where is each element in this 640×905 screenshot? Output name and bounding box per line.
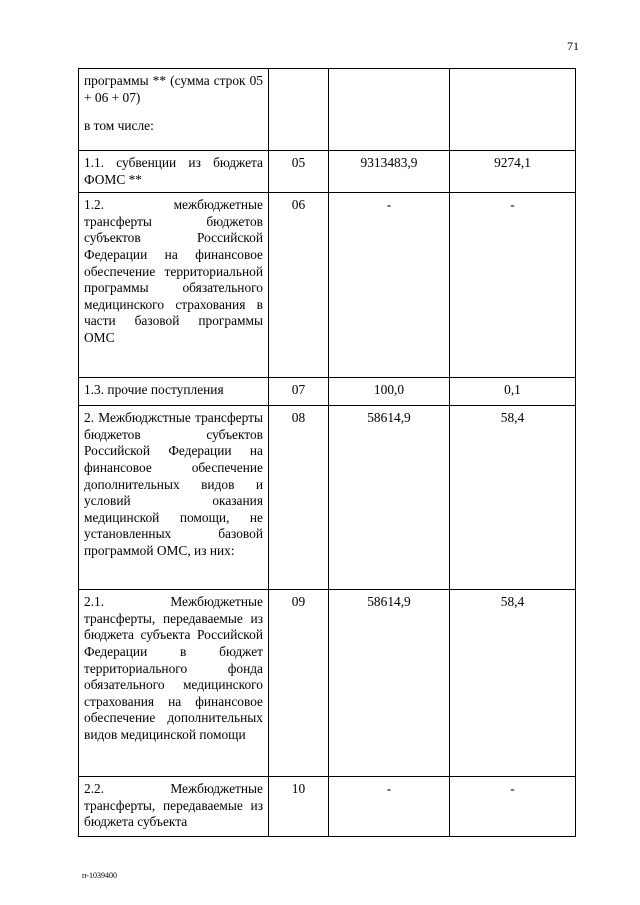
row-value-2: 9274,1: [450, 151, 576, 193]
row-name: 2. Межбюджстные трансферты бюджетов субъектов Российской Федерации на финансовое обеспечение дополнительных видов и условий оказания медицинской помощи, не установленных базовой программой ОМС, из них:: [79, 406, 269, 590]
row-code: 08: [269, 406, 329, 590]
page-number: 71: [567, 39, 579, 53]
row-value-1: 100,0: [329, 378, 450, 406]
row-value-2: -: [450, 193, 576, 378]
row-code: 09: [269, 590, 329, 777]
row-code: 05: [269, 151, 329, 193]
financing-table: [78, 68, 576, 837]
row-name: программы ** (сумма строк 05 + 06 + 07): [84, 73, 263, 105]
table-row: [79, 151, 576, 193]
row-code: 10: [269, 777, 329, 837]
row-name-cell: [79, 69, 269, 151]
table-row: [79, 193, 576, 378]
row-name: 2.2. Межбюджетные трансферты, передаваемые из бюджета субъекта: [79, 777, 269, 837]
table-row: [79, 69, 576, 151]
table-row: [79, 406, 576, 590]
row-name: 1.3. прочие поступления: [79, 378, 269, 406]
row-value-1: 9313483,9: [329, 151, 450, 193]
row-value-2: 58,4: [450, 590, 576, 777]
row-code: 07: [269, 378, 329, 406]
row-value-2: [450, 69, 576, 151]
table-row: [79, 777, 576, 837]
row-code: 06: [269, 193, 329, 378]
table-row: [79, 590, 576, 777]
row-value-1: 58614,9: [329, 406, 450, 590]
row-code: [269, 69, 329, 151]
row-name: 1.1. субвенции из бюджета ФОМС **: [79, 151, 269, 193]
row-value-2: -: [450, 777, 576, 837]
table-row: [79, 378, 576, 406]
row-subtitle: в том числе:: [84, 118, 154, 134]
row-name: 1.2. межбюджетные трансферты бюджетов субъектов Российской Федерации на финансовое обеспечение территориальной программы обязательного медицинского страхования в части базовой программы ОМС: [79, 193, 269, 378]
row-value-1: [329, 69, 450, 151]
row-value-2: 0,1: [450, 378, 576, 406]
row-value-1: -: [329, 193, 450, 378]
row-value-1: -: [329, 777, 450, 837]
row-value-1: 58614,9: [329, 590, 450, 777]
row-name: 2.1. Межбюджетные трансферты, передаваемые из бюджета субъекта Российской Федерации в бюджет территориального фонда обязательного медицинского страхования на финансовое обеспечение дополнительных видов медицинской помощи: [79, 590, 269, 777]
row-value-2: 58,4: [450, 406, 576, 590]
document-code: п-1039400: [82, 871, 117, 880]
